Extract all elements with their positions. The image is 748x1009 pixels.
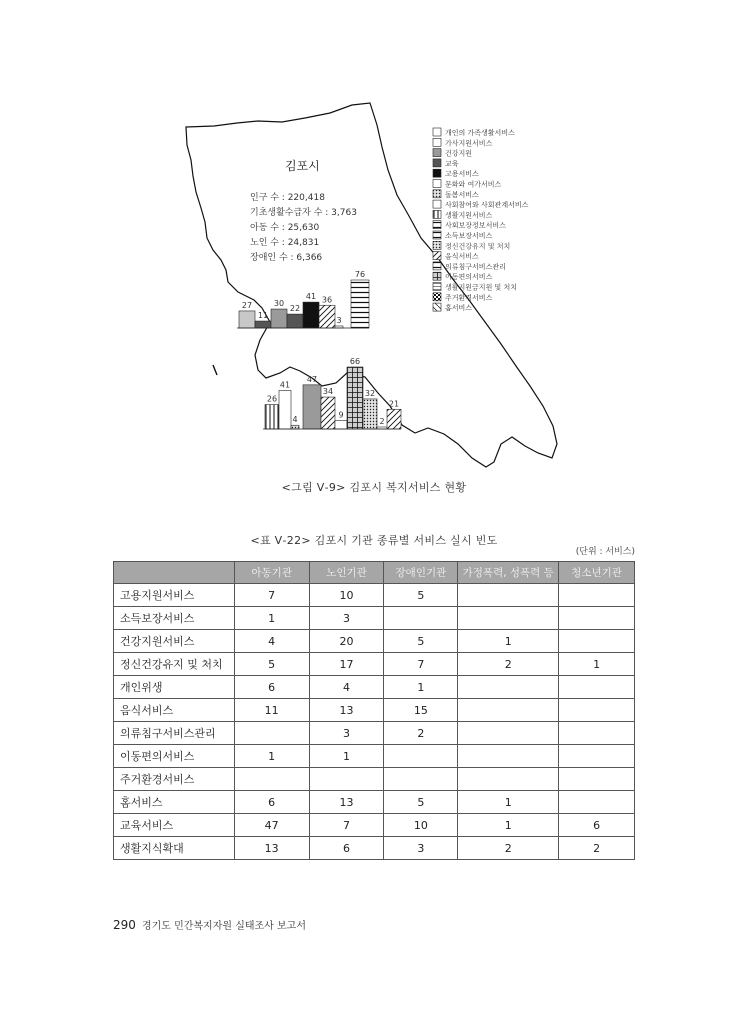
header-violence: 가정폭력, 성폭력 등 (458, 562, 559, 584)
stat-population: 인구 수 : 220,418 (250, 193, 325, 203)
table-cell: 6 (559, 814, 635, 837)
bar (271, 309, 287, 328)
book-title: 경기도 민간복지자원 실태조사 보고서 (141, 921, 307, 932)
table-cell: 7 (384, 653, 458, 676)
table-cell: 2 (559, 837, 635, 860)
table-cell: 2 (384, 722, 458, 745)
stat-children: 아동 수 : 25,630 (250, 223, 320, 233)
legend-swatch (433, 303, 441, 311)
table-cell: 7 (309, 814, 384, 837)
table-cell: 4 (234, 630, 309, 653)
table-cell: 1 (559, 653, 635, 676)
table-cell (458, 745, 559, 768)
row-label: 개인위생 (114, 676, 235, 699)
bar (291, 425, 299, 429)
bar (347, 367, 363, 429)
table-cell: 10 (384, 814, 458, 837)
table-cell (559, 722, 635, 745)
bar (303, 385, 321, 429)
unit-label: (단위 : 서비스) (575, 547, 635, 557)
bar (351, 280, 369, 328)
table-cell (559, 676, 635, 699)
table-cell: 13 (309, 791, 384, 814)
stat-disabled: 장애인 수 : 6,366 (250, 253, 323, 263)
table-cell: 6 (234, 791, 309, 814)
service-frequency-table (113, 561, 635, 860)
legend-swatch (433, 293, 441, 301)
bar (303, 302, 319, 328)
table-cell: 5 (384, 584, 458, 607)
bar-label: 9 (338, 410, 344, 420)
legend-label: 사회참여와 사회관계서비스 (445, 201, 529, 210)
legend-label: 문화와 여가서비스 (445, 180, 502, 189)
row-label: 홈서비스 (114, 791, 235, 814)
table-cell: 1 (458, 814, 559, 837)
table-cell: 47 (234, 814, 309, 837)
bar (363, 399, 377, 429)
table-cell: 1 (234, 745, 309, 768)
legend-label: 이동편의서비스 (445, 273, 493, 282)
table-cell (309, 768, 384, 791)
bar (387, 409, 401, 429)
legend-swatch (433, 138, 441, 146)
bar-label: 76 (354, 270, 366, 279)
bar (287, 314, 303, 328)
table-cell (234, 722, 309, 745)
table-cell: 20 (309, 630, 384, 653)
bar-label: 34 (322, 387, 334, 397)
page-number: 290 (113, 918, 136, 932)
table-row (114, 814, 635, 837)
legend-swatch (433, 283, 441, 291)
table-cell: 3 (309, 607, 384, 630)
table-cell: 3 (384, 837, 458, 860)
legend-swatch (433, 221, 441, 229)
legend-swatch (433, 252, 441, 260)
legend-label: 음식서비스 (445, 252, 479, 261)
legend-label: 의류침구서비스관리 (445, 262, 506, 271)
legend-swatch (433, 190, 441, 198)
header-disabled: 장애인기관 (384, 562, 458, 584)
legend-swatch (433, 262, 441, 270)
table-cell (559, 745, 635, 768)
table-row (114, 699, 635, 722)
legend-swatch (433, 149, 441, 157)
table-cell (234, 768, 309, 791)
bar-label: 11 (257, 311, 269, 321)
table-cell (458, 722, 559, 745)
legend-swatch (433, 200, 441, 208)
table-cell: 5 (234, 653, 309, 676)
legend-swatch (433, 231, 441, 239)
legend-label: 건강지원 (445, 149, 473, 158)
stat-elderly: 노인 수 : 24,831 (250, 238, 320, 248)
table-header-row (114, 562, 635, 584)
bar-label: 66 (349, 357, 361, 366)
table-cell (458, 699, 559, 722)
bar-label: 26 (266, 394, 278, 404)
legend-swatch (433, 272, 441, 280)
legend-label: 고용서비스 (445, 170, 479, 179)
legend-label: 생활지원서비스 (445, 211, 493, 220)
legend-label: 생활지원금지원 및 처치 (445, 283, 518, 292)
table-cell: 1 (234, 607, 309, 630)
bar-label: 41 (279, 380, 291, 390)
table-cell (458, 676, 559, 699)
bar (239, 311, 255, 328)
page-footer (113, 917, 306, 932)
table-cell (559, 768, 635, 791)
map-tick-mark (213, 365, 217, 375)
bar-label: 47 (306, 374, 318, 384)
table-cell: 17 (309, 653, 384, 676)
bar-label: 4 (292, 415, 298, 425)
table-row (114, 722, 635, 745)
bar-label: 2 (379, 417, 385, 426)
bar (319, 305, 335, 328)
table-cell (559, 630, 635, 653)
legend-label: 주거환경서비스 (445, 293, 493, 302)
table-row (114, 837, 635, 860)
bar (279, 390, 291, 429)
table-cell (458, 768, 559, 791)
table-row (114, 607, 635, 630)
city-name: 김포시 (285, 159, 320, 173)
legend-swatch (433, 210, 441, 218)
table-row (114, 653, 635, 676)
bar-label: 3 (336, 316, 342, 325)
legend-swatch (433, 180, 441, 188)
bar-label: 21 (388, 399, 400, 409)
legend-label: 교육 (445, 159, 459, 168)
header-corner (114, 562, 235, 584)
table-row (114, 791, 635, 814)
map-figure (0, 0, 748, 500)
legend-label: 홈서비스 (445, 304, 473, 313)
row-label: 의류침구서비스관리 (114, 722, 235, 745)
table-cell: 13 (234, 837, 309, 860)
table-row (114, 745, 635, 768)
table-cell: 1 (458, 791, 559, 814)
legend-swatch (433, 241, 441, 249)
row-label: 주거환경서비스 (114, 768, 235, 791)
legend-label: 가사지원서비스 (445, 139, 493, 148)
row-label: 건강지원서비스 (114, 630, 235, 653)
table-cell: 6 (309, 837, 384, 860)
legend-label: 돌봄서비스 (445, 190, 479, 199)
table-cell (384, 607, 458, 630)
legend-label: 사회보장정보서비스 (445, 221, 506, 230)
table-cell: 1 (458, 630, 559, 653)
bar-label: 22 (289, 304, 301, 314)
legend-label: 소득보장서비스 (445, 232, 493, 240)
bar (335, 421, 347, 429)
row-label: 소득보장서비스 (114, 607, 235, 630)
table-row (114, 584, 635, 607)
bar (265, 405, 279, 429)
bar-label: 41 (305, 292, 317, 302)
legend-swatch (433, 128, 441, 136)
table-cell: 10 (309, 584, 384, 607)
table-cell (384, 745, 458, 768)
table-cell: 5 (384, 791, 458, 814)
figure-caption: <그림 Ⅴ-9> 김포시 복지서비스 현황 (281, 481, 467, 494)
table-row (114, 676, 635, 699)
table-cell: 13 (309, 699, 384, 722)
table-cell (559, 607, 635, 630)
bar-label: 27 (241, 300, 253, 310)
row-label: 이동편의서비스 (114, 745, 235, 768)
table-cell: 7 (234, 584, 309, 607)
header-child: 아동기관 (234, 562, 309, 584)
table-cell: 2 (458, 653, 559, 676)
row-label: 고용지원서비스 (114, 584, 235, 607)
row-label: 음식서비스 (114, 699, 235, 722)
bar-label: 30 (273, 299, 285, 309)
table-cell: 2 (458, 837, 559, 860)
bar (321, 397, 335, 429)
bar (255, 321, 271, 328)
map-legend (433, 128, 529, 312)
table-cell: 5 (384, 630, 458, 653)
bar-label: 32 (364, 388, 376, 398)
table-cell (559, 699, 635, 722)
table-cell: 3 (309, 722, 384, 745)
row-label: 정신건강유지 및 처치 (114, 653, 235, 676)
legend-swatch (433, 169, 441, 177)
table-cell: 4 (309, 676, 384, 699)
legend-label: 정신건강유지 및 처치 (445, 242, 511, 251)
table-cell: 6 (234, 676, 309, 699)
table-cell (559, 791, 635, 814)
row-label: 생활지식확대 (114, 837, 235, 860)
legend-label: 개인의 가족생활서비스 (445, 129, 515, 137)
table-cell: 1 (309, 745, 384, 768)
header-elderly: 노인기관 (309, 562, 384, 584)
legend-swatch (433, 159, 441, 167)
table-cell (458, 607, 559, 630)
row-label: 교육서비스 (114, 814, 235, 837)
table-cell (384, 768, 458, 791)
table-cell (559, 584, 635, 607)
table-cell: 1 (384, 676, 458, 699)
table-row (114, 630, 635, 653)
table-cell: 15 (384, 699, 458, 722)
header-youth: 청소년기관 (559, 562, 635, 584)
table-cell (458, 584, 559, 607)
bar-label: 36 (321, 295, 333, 305)
table-caption: <표 Ⅴ-22> 김포시 기관 종류별 서비스 실시 빈도 (250, 534, 498, 547)
table-row (114, 768, 635, 791)
table-cell: 11 (234, 699, 309, 722)
stat-recipients: 기초생활수급자 수 : 3,763 (250, 208, 357, 218)
